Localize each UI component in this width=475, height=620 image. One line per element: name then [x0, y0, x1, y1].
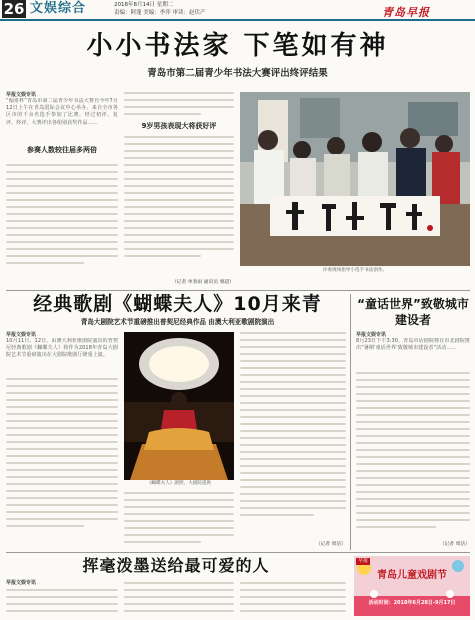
- kids-theater-ad-art: [354, 556, 470, 616]
- header-bar: [0, 0, 475, 18]
- header-divider: [0, 19, 475, 21]
- article-calligraphy-byline: 早报文娱专讯: [6, 92, 37, 98]
- article-calligraphy-lead: “翰墨杯”青岛市第二届青少年书法大赛自今年7月12日上午在青岛国际会议中心举办，来自全市各区市的千余名选手参加了比赛，经过初评、复评、终评，大赛评出各组别获奖作品……: [6, 98, 118, 126]
- body-text-block: [6, 164, 118, 269]
- article-fairytale-body: [356, 332, 470, 550]
- calligraphy-photo: [240, 92, 470, 266]
- article-opera-byline: 早报文娱专讯: [6, 332, 37, 338]
- article-opera-lead: 10月11日、12日，由澳大利亚歌剧院演出的普契尼经典歌剧《蝴蝶夫人》将作为2018年青岛大剧院艺术节重磅演出在大剧院歌剧厅隆重上演。: [6, 338, 118, 359]
- kids-theater-ad-title: 青岛儿童戏剧节: [377, 570, 447, 581]
- kids-theater-ad-date: 活动时间：2018年6月28日-9月17日: [368, 600, 456, 606]
- page-number: 26: [3, 0, 25, 18]
- body-text-block: [124, 136, 234, 262]
- masthead-logo: [382, 1, 470, 17]
- article-calligraphy-col2: [124, 92, 234, 288]
- date-line: 2018年8月14日 星期二: [114, 2, 174, 8]
- article-soldiers-byline: 早报文娱专讯: [6, 580, 37, 586]
- body-text-block: [124, 582, 234, 617]
- body-text-block: [6, 589, 118, 617]
- article-fairytale-lead: 8月23日下午3:30，青岛市话剧院将在市北剧院推出“暑期‘童话世界’致敬城市建设者”活动……: [356, 338, 470, 352]
- kids-theater-ad: [354, 556, 470, 616]
- article-calligraphy-subheadline: 青岛市第二届青少年书法大赛评出终评结果: [147, 68, 328, 79]
- body-text-block: [124, 92, 234, 120]
- article-soldiers-col1: [6, 580, 118, 618]
- body-text-block: [356, 372, 470, 533]
- opera-photo: [124, 332, 234, 480]
- article-calligraphy-credit: （记者 单春雨 通讯员 栗超）: [171, 280, 234, 285]
- body-text-block: [240, 332, 346, 521]
- article-opera-col3: [240, 332, 346, 550]
- article-opera-col2b: [124, 492, 234, 550]
- article-calligraphy-subhead-2: 9岁男孩表现大将获好评: [141, 122, 217, 130]
- calligraphy-photo-image: [240, 92, 470, 266]
- article-opera-subheadline: 青岛大剧院艺术节重磅推出普契尼经典作品 由澳大利亚歌剧院演出: [80, 318, 275, 326]
- article-soldiers-col2: [124, 580, 234, 618]
- opera-photo-image: [124, 332, 234, 480]
- article-fairytale-credit: （记者 周洁）: [439, 542, 470, 547]
- editor-line: 责编：阿蓬 美编：李萍 审读：赵伏产: [114, 10, 206, 16]
- article-calligraphy-col1: [6, 92, 118, 288]
- article-opera-credit: （记者 周洁）: [315, 542, 346, 547]
- article-calligraphy-headline: 小小书法家 下笔如有神: [86, 31, 389, 61]
- article-fairytale-byline: 早报文娱专讯: [356, 332, 387, 338]
- article-opera-headline: 经典歌剧《蝴蝶夫人》10月来青: [33, 293, 322, 315]
- kids-theater-ad-stamp: 早报: [358, 558, 369, 564]
- article-fairytale-headline: “童话世界”致敬城市建设者: [357, 297, 469, 327]
- calligraphy-photo-caption: 评委现场指导小选手书法创作。: [322, 268, 388, 273]
- body-text-block: [240, 582, 346, 617]
- section-divider: [6, 290, 470, 291]
- body-text-block: [6, 378, 118, 532]
- column-divider: [350, 294, 351, 550]
- section-title: 文娱综合: [30, 1, 87, 16]
- article-soldiers-col3: [240, 580, 346, 618]
- section-divider: [6, 552, 470, 553]
- opera-photo-caption: 《蝴蝶夫人》剧照。大剧院提供: [146, 481, 212, 486]
- masthead-name: 青岛早报: [382, 6, 430, 19]
- article-soldiers-headline: 挥毫泼墨送给最可爱的人: [82, 556, 270, 575]
- article-opera-col1: [6, 332, 118, 550]
- body-text-block: [124, 492, 234, 548]
- article-calligraphy-subhead-1: 参赛人数较往届多两倍: [27, 146, 97, 154]
